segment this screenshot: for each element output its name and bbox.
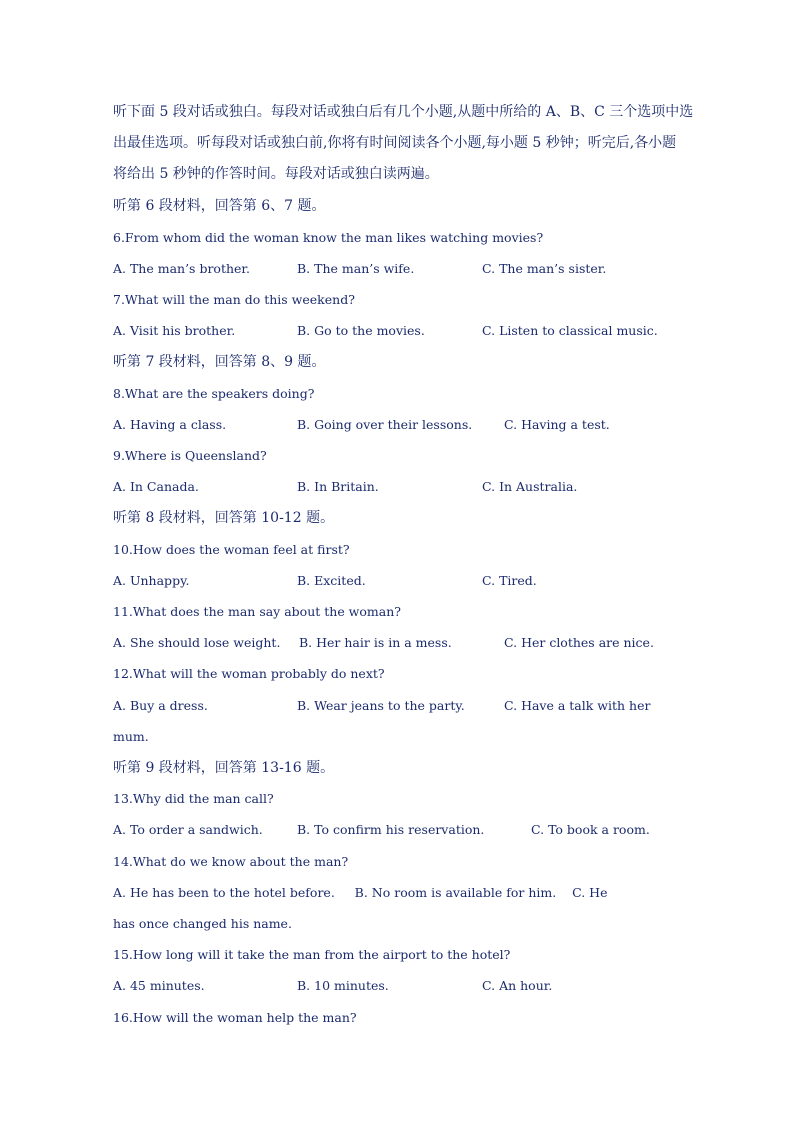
option-b: B. Go to the movies.: [297, 323, 425, 338]
option-a: A. Unhappy.: [113, 573, 190, 588]
question-15-options: [113, 978, 693, 994]
question-12-option-c-continued: mum.: [113, 729, 149, 744]
option-c: C. The man’s sister.: [482, 261, 607, 276]
question-8-stem: 8.What are the speakers doing?: [113, 386, 315, 401]
section-heading-8: 听第 8 段材料，回答第 10-12 题。: [113, 510, 335, 526]
option-a: A. Buy a dress.: [113, 698, 208, 713]
section-heading-6: 听第 6 段材料，回答第 6、7 题。: [113, 198, 326, 214]
instruction-line-3: 将给出 5 秒钟的作答时间。每段对话或独白读两遍。: [113, 166, 439, 182]
question-7-stem: 7.What will the man do this weekend?: [113, 292, 355, 307]
instruction-line-1: 听下面 5 段对话或独白。每段对话或独白后有几个小题,从题中所给的 A、B、C 三个选项中选: [113, 104, 694, 120]
option-c: C. Her clothes are nice.: [504, 635, 654, 650]
question-15-stem: 15.How long will it take the man from the airport to the hotel?: [113, 947, 511, 962]
question-16-stem: 16.How will the woman help the man?: [113, 1010, 357, 1025]
option-b: B. Excited.: [297, 573, 366, 588]
question-8-options: [113, 417, 693, 433]
option-a: A. 45 minutes.: [113, 978, 205, 993]
question-6-stem: 6.From whom did the woman know the man likes watching movies?: [113, 230, 544, 245]
option-c: C. To book a room.: [531, 822, 650, 837]
option-a: A. In Canada.: [113, 479, 199, 494]
question-14-options-line-1: A. He has been to the hotel before. B. No room is available for him. C. He: [113, 885, 608, 900]
option-b: B. In Britain.: [297, 479, 379, 494]
question-9-options: [113, 479, 693, 495]
option-a: A. Visit his brother.: [113, 323, 236, 338]
question-7-options: [113, 323, 693, 339]
option-b: B. The man’s wife.: [297, 261, 415, 276]
option-a: A. The man’s brother.: [113, 261, 250, 276]
question-13-options: [113, 822, 693, 838]
question-10-options: [113, 573, 693, 589]
question-12-stem: 12.What will the woman probably do next?: [113, 666, 385, 681]
option-a: A. She should lose weight.: [113, 635, 281, 650]
question-14-options-line-2: has once changed his name.: [113, 916, 292, 931]
question-11-options: [113, 635, 693, 651]
option-c: C. Tired.: [482, 573, 537, 588]
option-c: C. In Australia.: [482, 479, 578, 494]
question-12-options: [113, 698, 693, 714]
option-b: B. Her hair is in a mess.: [299, 635, 452, 650]
option-b: B. To confirm his reservation.: [297, 822, 485, 837]
option-a: A. To order a sandwich.: [113, 822, 263, 837]
option-b: B. Going over their lessons.: [297, 417, 473, 432]
option-b: B. Wear jeans to the party.: [297, 698, 465, 713]
question-14-stem: 14.What do we know about the man?: [113, 854, 349, 869]
option-a: A. Having a class.: [113, 417, 227, 432]
section-heading-9: 听第 9 段材料，回答第 13-16 题。: [113, 760, 335, 776]
option-c: C. Listen to classical music.: [482, 323, 658, 338]
option-c: C. Have a talk with her: [504, 698, 651, 713]
option-b: B. 10 minutes.: [297, 978, 389, 993]
question-10-stem: 10.How does the woman feel at first?: [113, 542, 350, 557]
option-c: C. An hour.: [482, 978, 553, 993]
question-6-options: [113, 261, 693, 277]
question-9-stem: 9.Where is Queensland?: [113, 448, 267, 463]
instruction-line-2: 出最佳选项。听每段对话或独白前,你将有时间阅读各个小题,每小题 5 秒钟；听完后,各小题: [113, 135, 677, 151]
question-13-stem: 13.Why did the man call?: [113, 791, 274, 806]
section-heading-7: 听第 7 段材料，回答第 8、9 题。: [113, 354, 326, 370]
option-c: C. Having a test.: [504, 417, 610, 432]
question-11-stem: 11.What does the man say about the woman?: [113, 604, 401, 619]
